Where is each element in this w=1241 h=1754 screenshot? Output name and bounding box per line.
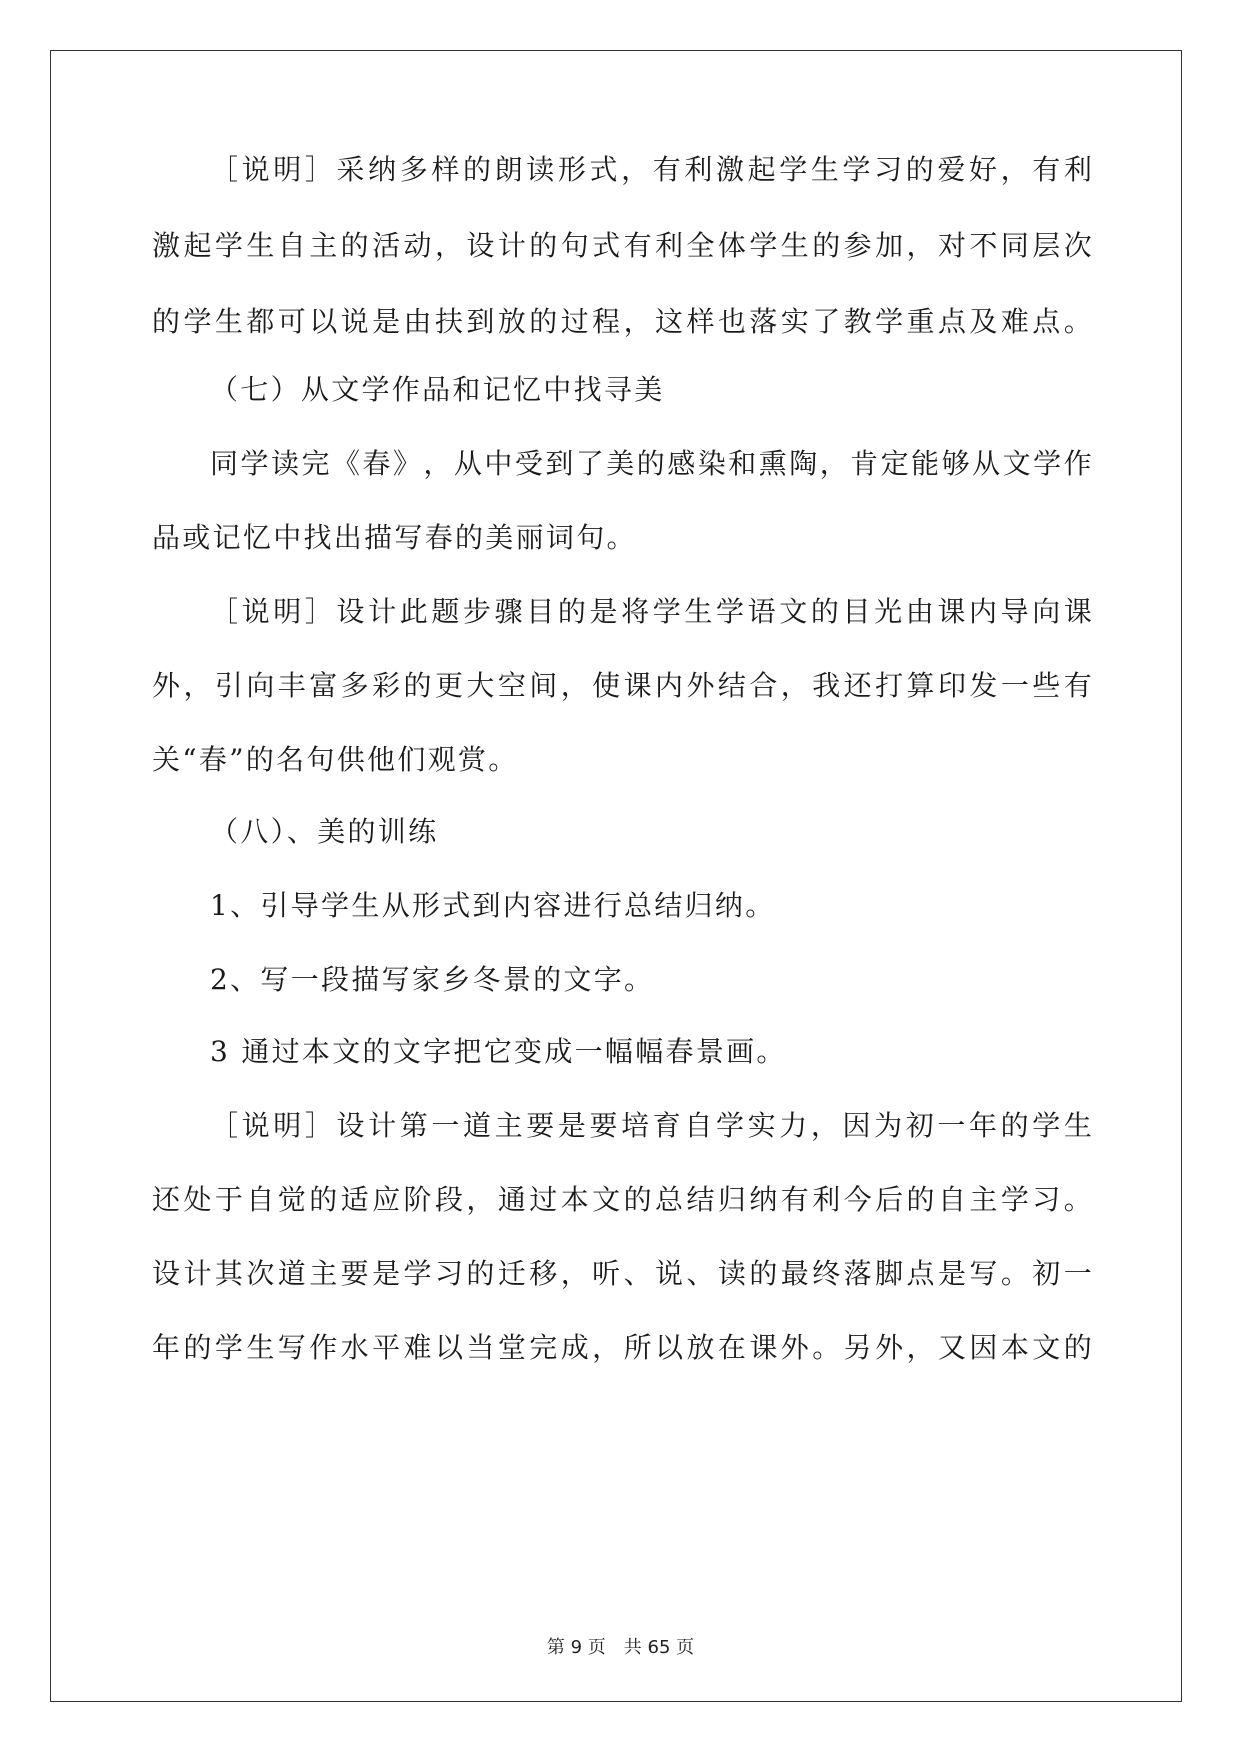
section-heading: （八）、美的训练 [210, 815, 439, 848]
text-line: 关“春”的名句供他们观赏。 [152, 743, 519, 776]
text-line: 的 学 生 都 可 以 说 是 由 扶 到 放 的 过 程 ， 这 样 也 落 实 了 教 学 重 点 及 难 点 。 [152, 305, 1092, 338]
page-border [50, 50, 1182, 1702]
list-item: 2、写一段描写家乡冬景的文字。 [210, 963, 655, 996]
section-heading: （七）从文学作品和记忆中找寻美 [210, 373, 665, 406]
page-number: 第 9 页 共 65 页 [546, 1637, 695, 1658]
text-line: 还 处 于 自 觉 的 适 应 阶 段 ， 通 过 本 文 的 总 结 归 纳 有 利 今 后 的 自 主 学 习 。 [152, 1183, 1092, 1216]
text-line: 年 的 学 生 写 作 水 平 难 以 当 堂 完 成 ， 所 以 放 在 课 外 。 另 外 ， 又 因 本 文 的 [152, 1331, 1092, 1364]
text-line: 同 学 读 完 《 春 》 ， 从 中 受 到 了 美 的 感 染 和 熏 陶 ， 肯 定 能 够 从 文 学 作 [210, 447, 1092, 480]
text-line: ［ 说 明 ］ 采 纳 多 样 的 朗 读 形 式 ， 有 利 激 起 学 生 学 习 的 爱 好 ， 有 利 [210, 153, 1092, 186]
list-item: 3 通过本文的文字把它变成一幅幅春景画。 [210, 1035, 787, 1068]
text-line: ［ 说 明 ］ 设 计 第 一 道 主 要 是 要 培 育 自 学 实 力 ， 因 为 初 一 年 的 学 生 [210, 1109, 1092, 1142]
text-line: ［ 说 明 ］ 设 计 此 题 步 骤 目 的 是 将 学 生 学 语 文 的 目 光 由 课 内 导 向 课 [210, 595, 1092, 628]
text-line: 激 起 学 生 自 主 的 活 动 ， 设 计 的 句 式 有 利 全 体 学 生 的 参 加 ， 对 不 同 层 次 [152, 229, 1092, 262]
text-line: 品或记忆中找出描写春的美丽词句。 [152, 521, 637, 554]
list-item: 1、引导学生从形式到内容进行总结归纳。 [210, 889, 776, 922]
text-line: 设 计 其 次 道 主 要 是 学 习 的 迁 移 ， 听 、 说 、 读 的 最 终 落 脚 点 是 写 。 初 一 [152, 1257, 1092, 1290]
text-line: 外 ， 引 向 丰 富 多 彩 的 更 大 空 间 ， 使 课 内 外 结 合 ， 我 还 打 算 印 发 一 些 有 [152, 669, 1092, 702]
